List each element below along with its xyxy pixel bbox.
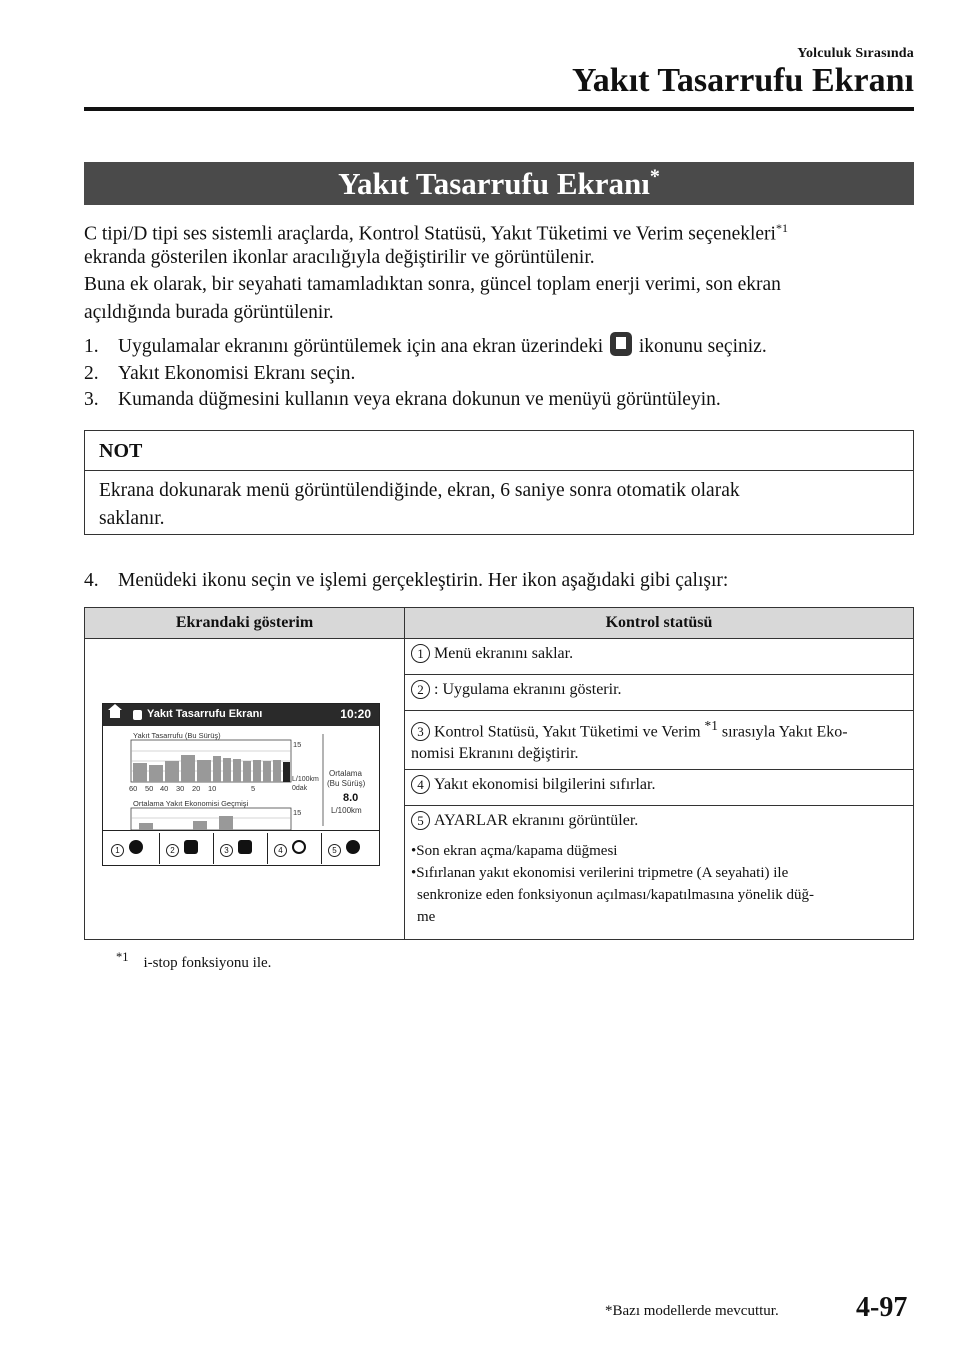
row-text: AYARLAR ekranını görüntüler. <box>434 812 639 830</box>
table-row <box>85 639 914 675</box>
row-text: Kontrol Statüsü, Yakıt Tüketimi ve Verim <box>434 723 701 741</box>
table-cell <box>405 806 914 940</box>
footnote-ref: *1 <box>775 221 788 235</box>
step-1 <box>84 332 914 361</box>
number-badge: 5 <box>411 811 430 830</box>
chevron-down-icon <box>129 840 143 854</box>
header-rule <box>84 107 914 111</box>
gear-icon <box>346 840 360 854</box>
menu-number: 5 <box>328 844 341 857</box>
menu-reset-button[interactable] <box>267 833 320 864</box>
step-number: 1. <box>84 336 99 357</box>
section-title: Yakıt Tasarrufu Ekranı <box>338 166 650 201</box>
number-badge: 1 <box>411 644 430 663</box>
x-tick-label: 5 <box>251 784 256 793</box>
step-number: 4. <box>84 570 99 591</box>
intro-line-4: açıldığında burada görüntülenir. <box>84 302 334 323</box>
intro-line-2: ekranda gösterilen ikonlar aracılığıyla değiştirilir ve görüntülenir. <box>84 247 595 268</box>
intro-text-1: C tipi/D tipi ses sistemli araçlarda, Kontrol Statüsü, Yakıt Tüketimi ve Verim seçenekleri <box>84 223 776 245</box>
note-line: Ekrana dokunarak menü görüntülendiğinde, ekran, 6 saniye sonra otomatik olarak <box>99 480 740 501</box>
reset-icon <box>292 840 306 854</box>
number-badge: 4 <box>411 775 430 794</box>
bullet-item: •Sıfırlanan yakıt ekonomisi verilerini tripmetre (A seyahati) ile <box>411 865 789 882</box>
average-label: (Bu Sürüş) <box>327 779 366 788</box>
note-heading: NOT <box>85 431 913 471</box>
fuel-economy-screen <box>102 703 380 866</box>
graph-unit: 0dak <box>292 785 308 792</box>
x-tick-label: 20 <box>192 784 201 793</box>
x-tick-label: 10 <box>208 784 217 793</box>
applications-icon <box>610 332 632 356</box>
number-badge: 3 <box>411 722 430 741</box>
graph-unit: L/100km <box>292 776 319 783</box>
intro-line-3: Buna ek olarak, bir seyahati tamamladıktan sonra, güncel toplam enerji verimi, son ekran <box>84 274 781 295</box>
note-line: saklanır. <box>99 508 165 529</box>
step-2 <box>84 359 914 388</box>
section-banner <box>84 162 914 205</box>
footnote-text: i-stop fonksiyonu ile. <box>143 955 272 971</box>
screen-menu-bar <box>103 830 379 866</box>
footnote-mark: *1 <box>116 950 129 964</box>
step-3 <box>84 385 914 414</box>
page-number: 4-97 <box>856 1292 908 1323</box>
bullet-text: Son ekran açma/kapama düğmesi <box>416 843 618 860</box>
apps-icon <box>184 840 198 854</box>
step-number: 2. <box>84 363 99 384</box>
footnote-ref: *1 <box>704 718 718 733</box>
graph-top-value: 15 <box>293 808 302 817</box>
note-body <box>85 471 913 539</box>
row-text: : Uygulama ekranını gösterir. <box>434 681 622 698</box>
menu-apps-button[interactable] <box>159 833 212 864</box>
graph-top-value: 15 <box>293 740 302 749</box>
x-tick-label: 40 <box>160 784 169 793</box>
bullet-item: •Son ekran açma/kapama düğmesi <box>411 843 618 860</box>
step-text: Kumanda düğmesini kullanın veya ekrana dokunun ve menüyü görüntüleyin. <box>118 389 721 410</box>
x-tick-label: 30 <box>176 784 185 793</box>
number-badge: 2 <box>411 680 430 699</box>
table-header-display: Ekrandaki gösterim <box>85 608 405 639</box>
page-title: Yakıt Tasarrufu Ekranı <box>572 62 914 99</box>
footer-note: *Bazı modellerde mevcuttur. <box>605 1303 779 1319</box>
table-header-status: Kontrol statüsü <box>405 608 914 639</box>
menu-number: 2 <box>166 844 179 857</box>
step-text: Menüdeki ikonu seçin ve işlemi gerçekleştirin. Her ikon aşağıdaki gibi çalışır: <box>118 570 729 591</box>
average-value: 8.0 <box>343 792 359 804</box>
step-4 <box>84 566 914 595</box>
x-tick-label: 50 <box>145 784 154 793</box>
menu-number: 1 <box>111 844 124 857</box>
bullet-text: Sıfırlanan yakıt ekonomisi verilerini tripmetre (A seyahati) ile <box>416 865 789 882</box>
menu-number: 3 <box>220 844 233 857</box>
row-text: Menü ekranını saklar. <box>434 645 574 662</box>
x-tick-label: 60 <box>129 784 138 793</box>
table-cell <box>405 770 914 806</box>
footnote <box>116 950 271 972</box>
screen-title: Yakıt Tasarrufu Ekranı <box>147 708 263 720</box>
graph-label: Yakıt Tasarrufu (Bu Sürüş) <box>133 731 221 740</box>
step-text: Uygulamalar ekranını görüntülemek için ana ekran üzerindeki <box>118 336 604 357</box>
menu-settings-button[interactable] <box>321 833 374 864</box>
screen-clock: 10:20 <box>340 707 371 721</box>
section-title-mark: * <box>649 165 660 188</box>
menu-number: 4 <box>274 844 287 857</box>
step-text: Yakıt Ekonomisi Ekranı seçin. <box>118 363 356 384</box>
step-text: ikonunu seçiniz. <box>638 336 767 357</box>
menu-hide-button[interactable] <box>105 833 157 864</box>
chapter-title: Yolculuk Sırasında <box>797 46 914 61</box>
switch-screen-icon <box>238 840 252 854</box>
graph-label: Ortalama Yakıt Ekonomisi Geçmişi <box>133 799 249 808</box>
row-text: Yakıt ekonomisi bilgilerini sıfırlar. <box>434 776 656 794</box>
bullet-text: senkronize eden fonksiyonun açılması/kapatılmasına yönelik düğ- <box>417 887 814 904</box>
note-box <box>84 430 914 535</box>
table-cell <box>405 639 914 675</box>
bullet-text: me <box>417 909 436 926</box>
row-text: sırasıyla Yakıt Eko- <box>721 723 848 741</box>
table-cell <box>405 711 914 770</box>
average-unit: L/100km <box>331 806 362 815</box>
row-text: nomisi Ekranını değiştirir. <box>411 745 579 763</box>
step-number: 3. <box>84 389 99 410</box>
table-cell <box>405 675 914 711</box>
average-label: Ortalama <box>329 769 362 778</box>
menu-switch-button[interactable] <box>213 833 266 864</box>
